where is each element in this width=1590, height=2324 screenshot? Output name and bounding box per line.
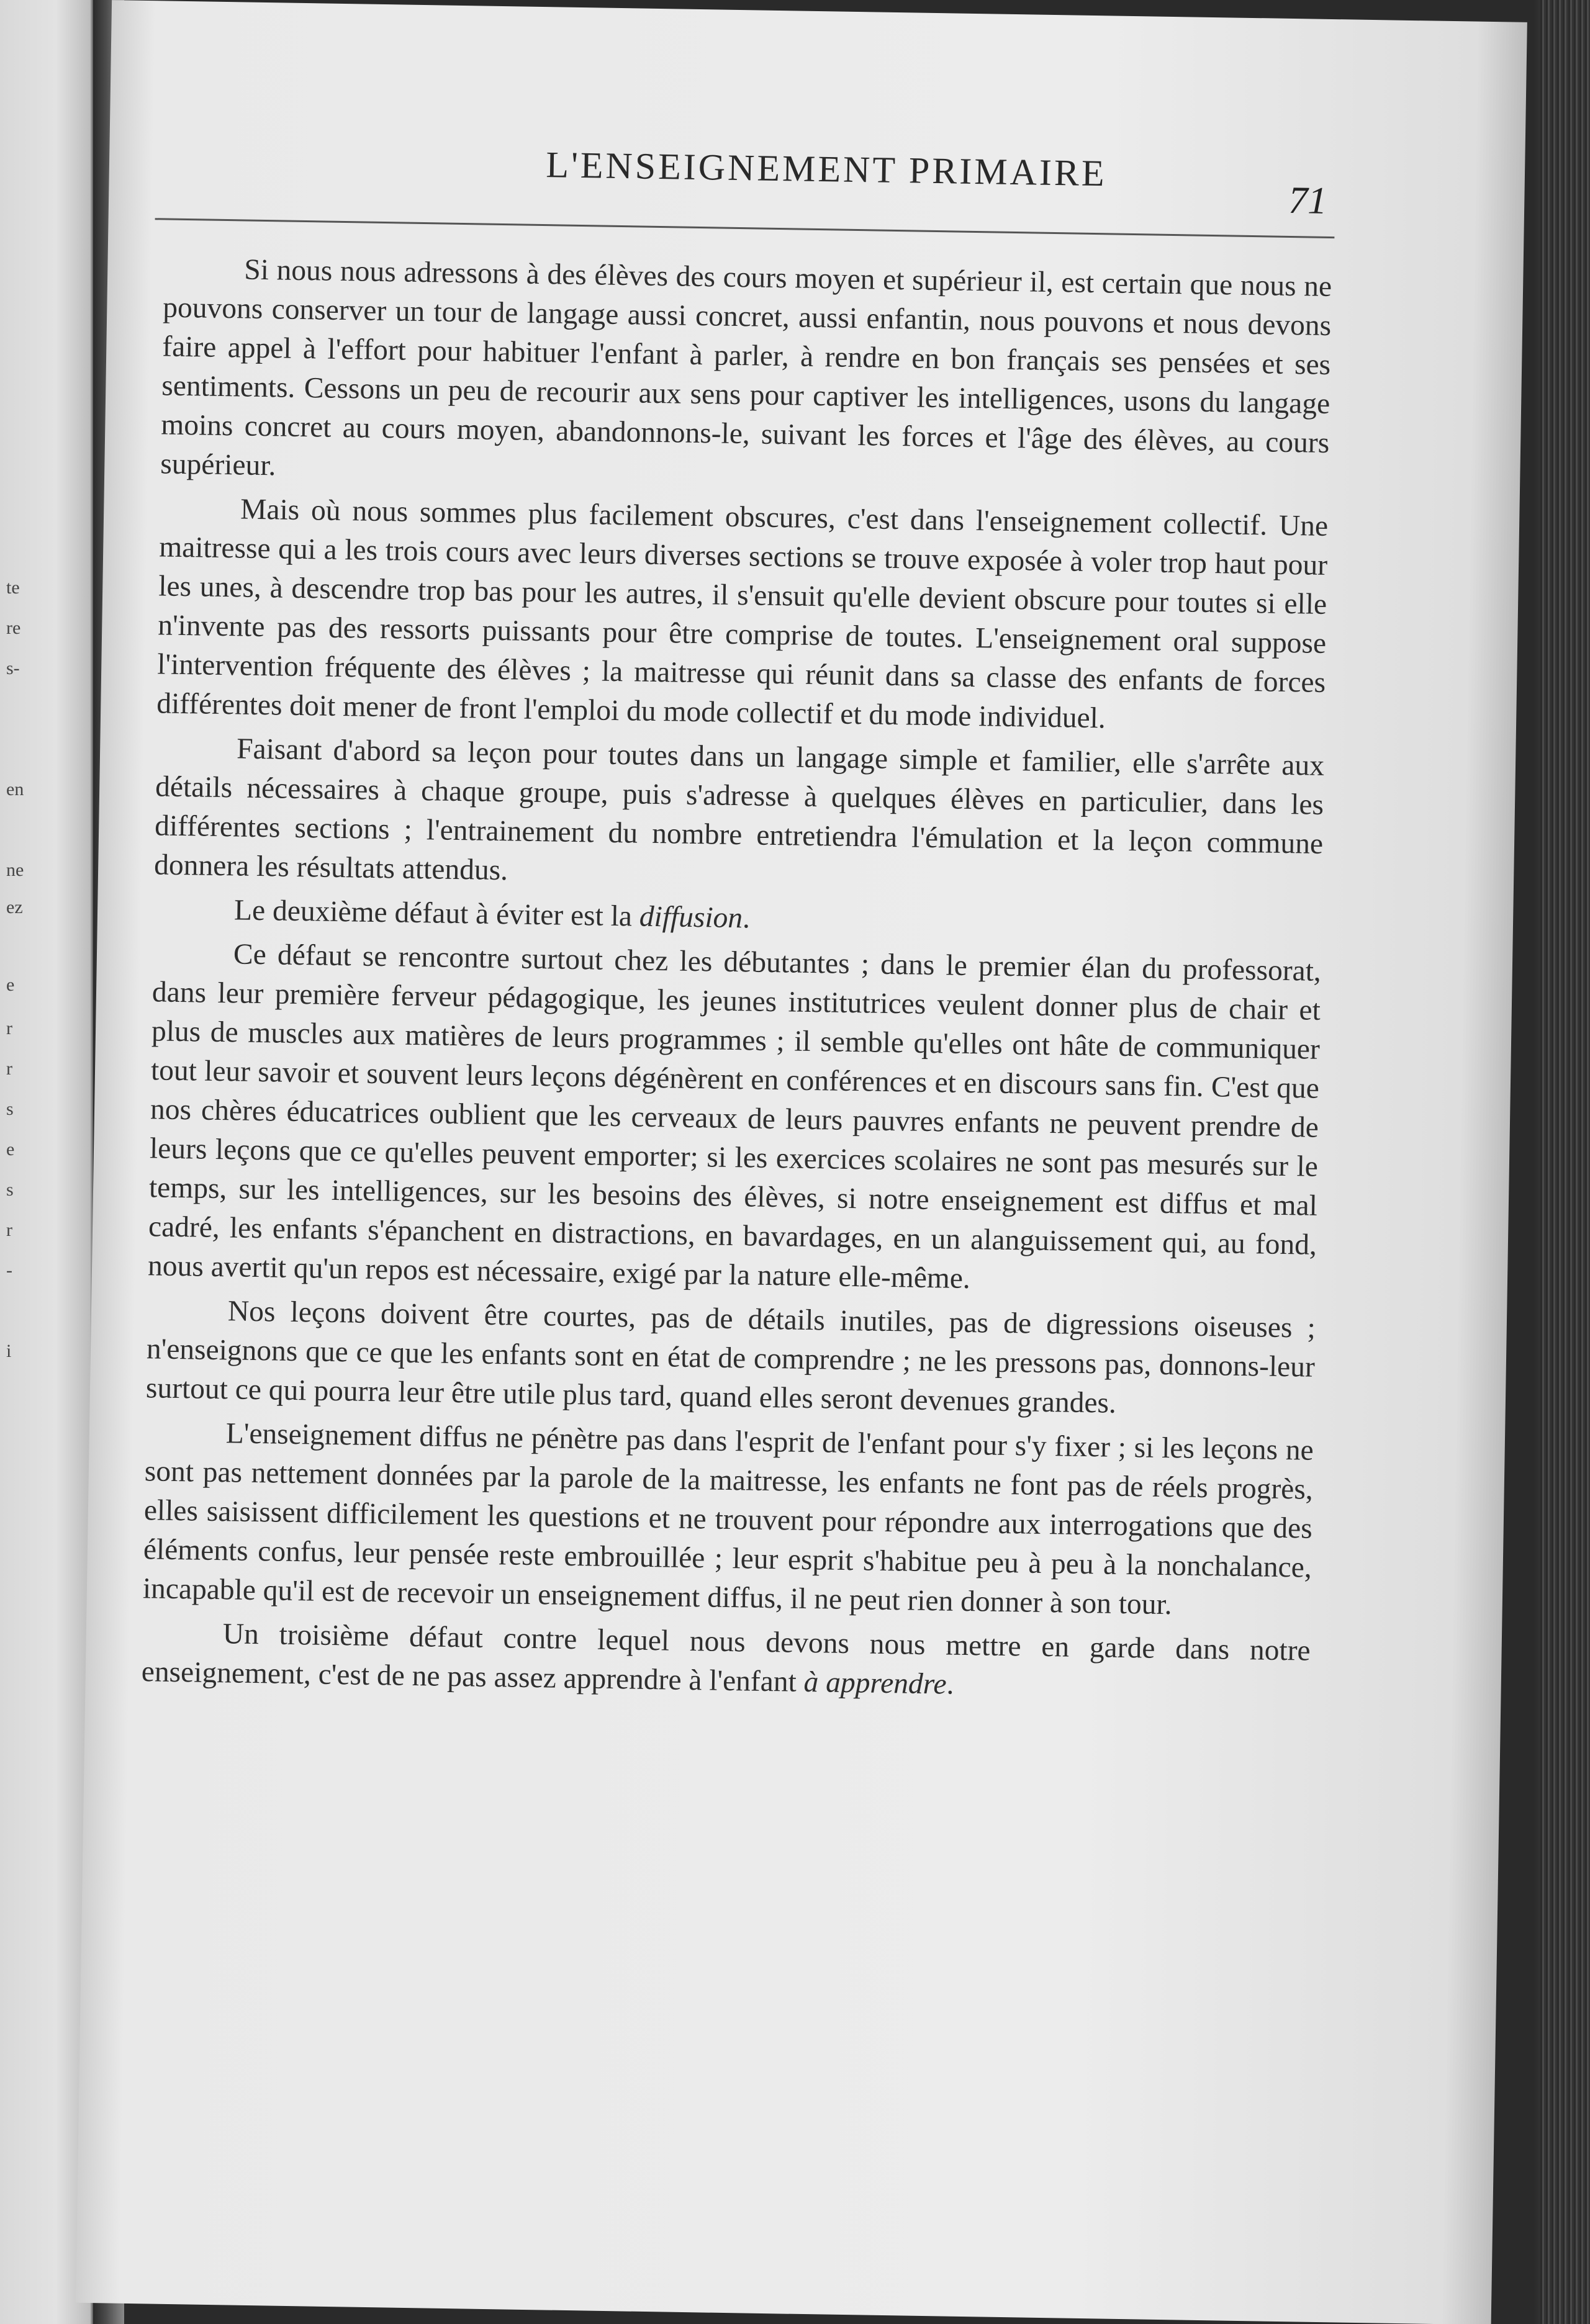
book-page: [76, 0, 1527, 2324]
margin-fragment: e: [6, 975, 15, 995]
paragraph: Faisant d'abord sa leçon pour toutes dans un langage simple et familier, elle s'arrête aux détails nécessaires à chaque groupe, puis s'adresse à quelques élèves en particulier, dans les différentes sections ; l'entrainement du nombre entretiendra l'émulation et la leçon commune donnera les résultats attendus.: [153, 732, 1325, 887]
margin-fragment: re: [6, 618, 21, 638]
margin-fragment: s: [6, 1099, 14, 1119]
margin-fragment: i: [6, 1341, 12, 1361]
margin-fragment: r: [6, 1220, 12, 1240]
margin-fragment: s-: [6, 658, 20, 678]
margin-fragment: -: [6, 1260, 12, 1281]
paragraph: Nos leçons doivent être courtes, pas de détails inutiles, pas de digressions oiseuses ; n'enseignons que ce que les enfants sont en état de comprendre ; ne les pressons pas, donnons-leur surtout ce qui pourra leur être utile plus tard, quand elles seront devenues grandes.: [145, 1295, 1316, 1420]
margin-fragment: e: [6, 1139, 15, 1160]
paragraph-lead: Un troisième défaut contre lequel nous devons nous mettre en garde dans notre enseignement, c'est de ne pas assez apprendre à l'enfant: [141, 1618, 1311, 1698]
header-rule: [155, 218, 1335, 238]
paragraph: Ce défaut se rencontre surtout chez les débutantes ; dans le premier élan du professorat, dans leur première ferveur pédagogique, les jeunes institutrices veulent donner plus de chair et plus de muscles aux matières de leurs programmes ; il semble qu'elles ont hâte de communiquer tout leur savoir et souvent leurs leçons dégénèrent en conférences et en discours sans fin. C'est que nos chères éducatrices oublient que les cerveaux de leurs pauvres enfants ne peuvent prendre de leurs leçons que ce qu'elles peuvent emporter; si les exercices scolaires ne sont pas mesurés sur le temps, sur les intelligences, sur les besoins des élèves, si notre enseignement est diffus et mal cadré, les enfants s'épanchent en distractions, en bavardages, en un alanguissement qui, au fond, nous avertit qu'un repos est nécessaire, exigé par la nature elle-même.: [147, 938, 1322, 1295]
margin-fragment: ne: [6, 860, 24, 880]
paragraph-tail: .: [946, 1668, 954, 1701]
margin-fragment: te: [6, 577, 20, 598]
running-title: L'ENSEIGNEMENT PRIMAIRE: [545, 144, 1108, 194]
emphasized-term: diffusion: [639, 900, 743, 935]
emphasized-term: à apprendre: [803, 1665, 947, 1701]
margin-fragment: ez: [6, 897, 23, 917]
paragraph-tail: .: [742, 902, 751, 935]
paragraph: Si nous nous adressons à des élèves des cours moyen et supérieur il, est certain que nous ne pouvons conserver un tour de langage aussi concret, aussi enfantin, nous pouvons et nous devons faire appel à l'effort pour habituer l'enfant à parler, à rendre en bon français ses pensées et ses sentiments. Cessons un peu de recourir aux sens pour captiver les intelligences, usons du langage moins concret au cours moyen, abandonnons-le, suivant les forces et l'âge des élèves, au cours supérieur.: [160, 253, 1332, 482]
margin-fragment: r: [6, 1018, 12, 1038]
paragraph: Mais où nous sommes plus facilement obscures, c'est dans l'enseignement collectif. Une maitresse qui a les trois cours avec leurs diverses sections se trouve exposée à voler trop haut pour les unes, à descendre trop bas pour les autres, il s'ensuit qu'elle devient obscure pour toutes si elle n'invente pas des ressorts puissants pour être comprise de toutes. L'enseignement oral suppose l'intervention fréquente des élèves ; la maitresse qui réunit dans sa classe des enfants de forces différentes doit mener de front l'emploi du mode collectif et du mode individuel.: [156, 493, 1329, 735]
left-page-edge: [0, 0, 93, 2324]
margin-fragment: en: [6, 779, 24, 799]
page-number: 71: [1288, 179, 1327, 222]
margin-fragment: s: [6, 1179, 14, 1200]
paragraph: L'enseignement diffus ne pénètre pas dans l'esprit de l'enfant pour s'y fixer ; si les leçons ne sont pas nettement données par la parole de la maitresse, les enfants ne font pas de réels progrès, elles saisissent difficilement les questions et ne trouvent pour répondre aux interrogations que des éléments confus, leur pensée reste embrouillée ; leur esprit s'habitue peu à peu à la nonchalance, incapable qu'il est de recevoir un enseignement diffus, il ne peut rien donner à son tour.: [142, 1417, 1314, 1621]
paragraph-lead: Le deuxième défaut à éviter est la: [233, 894, 640, 933]
paragraph: [141, 1613, 1311, 1710]
body-text: [141, 249, 1332, 1714]
page-block-edge: [1540, 0, 1590, 2324]
margin-fragment: r: [6, 1058, 12, 1079]
